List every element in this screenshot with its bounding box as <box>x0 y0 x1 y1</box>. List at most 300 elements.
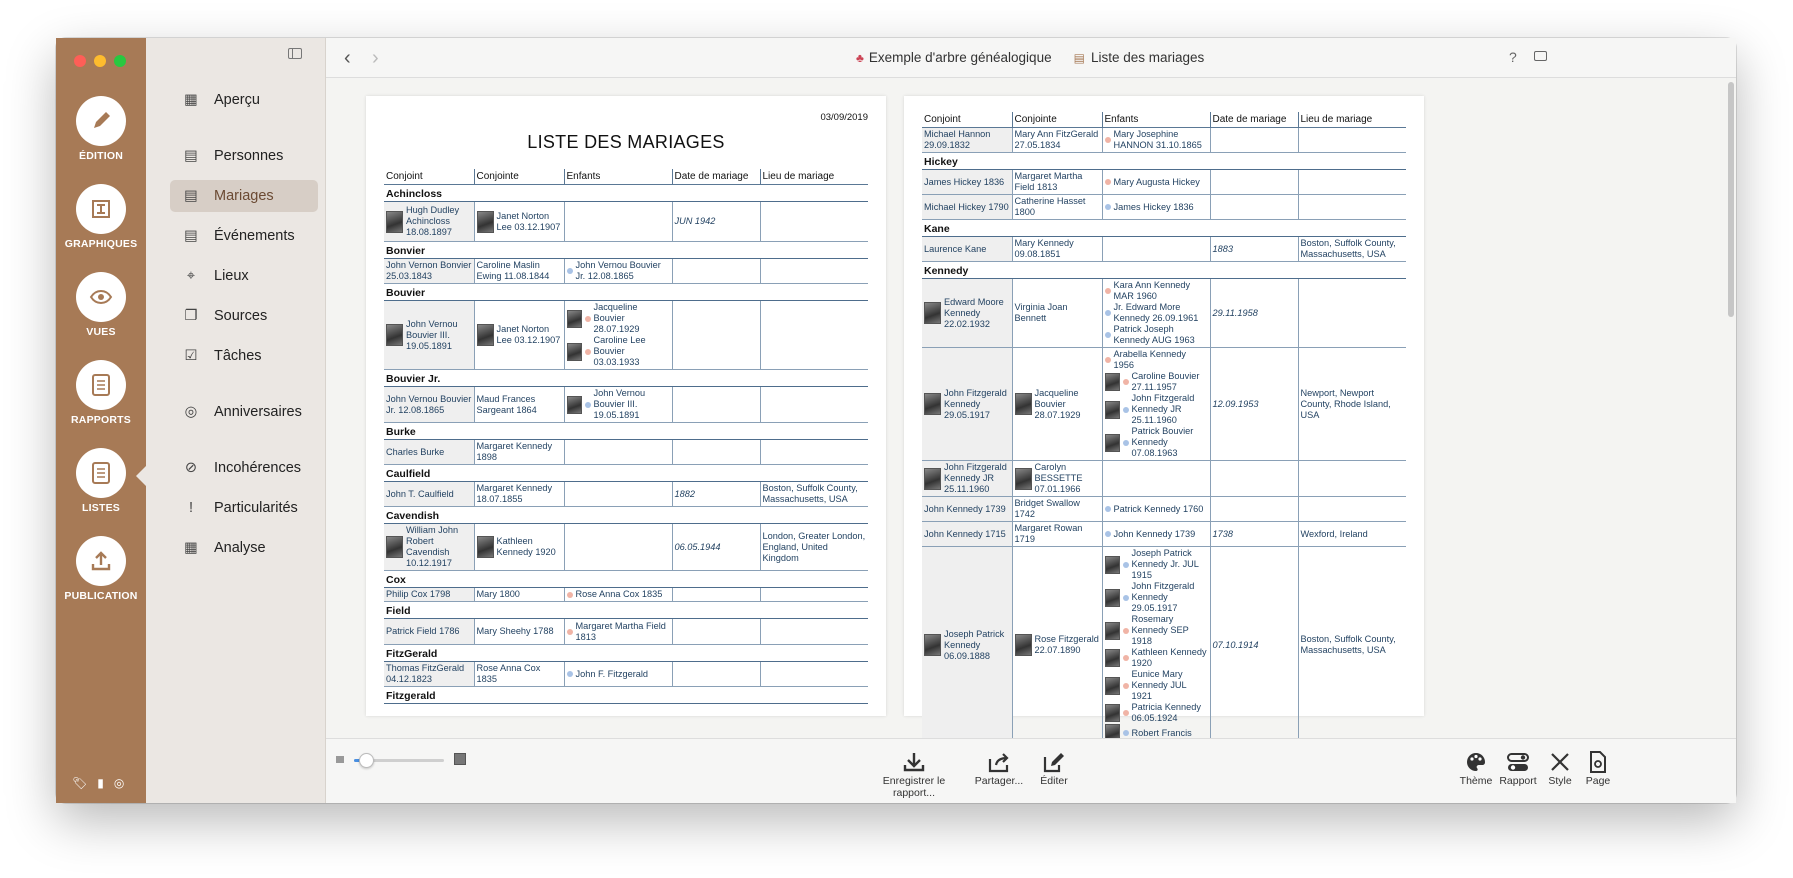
sex-marker-icon <box>1123 379 1129 385</box>
surname-group: Burke <box>384 423 868 440</box>
child-name: Margaret Martha Field 1813 <box>575 620 666 642</box>
sex-marker-icon <box>1123 655 1129 661</box>
sidebar-item-label: Événements <box>214 228 295 244</box>
analysis-icon: ▦ <box>184 540 198 556</box>
wife-cell <box>474 662 564 687</box>
surname-group: Cox <box>384 571 868 588</box>
portrait-photo <box>924 393 941 415</box>
tree-icon: ♣ <box>856 50 864 65</box>
surname-group-row <box>384 284 868 301</box>
rail-graphiques-button[interactable] <box>56 184 146 250</box>
table-row[interactable] <box>922 348 1406 461</box>
children-cell <box>1102 170 1210 195</box>
style-button[interactable]: Style <box>1540 749 1580 787</box>
child-name: Patrick Bouvier Kennedy 07.08.1963 <box>1131 426 1194 458</box>
marriage-place <box>760 259 868 284</box>
children-cell <box>1102 547 1210 744</box>
table-row[interactable] <box>922 547 1406 744</box>
portrait-photo <box>924 302 941 324</box>
surname-group: Bouvier <box>384 284 868 301</box>
children-cell <box>1102 497 1210 522</box>
page-button[interactable]: Page <box>1580 749 1616 787</box>
child-entry[interactable] <box>1105 669 1208 702</box>
marriage-place <box>1298 279 1406 348</box>
surname-group-row <box>384 507 868 524</box>
children-cell <box>1102 195 1210 220</box>
sex-marker-icon <box>585 349 591 355</box>
wife-cell <box>474 387 564 423</box>
sidebar-item-label: Personnes <box>214 148 284 164</box>
report-preview <box>326 78 1736 738</box>
rail-rapports-button[interactable] <box>56 360 146 426</box>
sidebar-item-label: Particularités <box>214 500 298 516</box>
table-row[interactable] <box>922 237 1406 262</box>
child-entry[interactable] <box>1105 177 1208 188</box>
child-entry[interactable] <box>1105 280 1208 302</box>
portrait-photo <box>477 324 494 346</box>
children-cell <box>564 259 672 284</box>
marriage-place: Boston, Suffolk County, Massachusetts, USA <box>1298 547 1406 744</box>
sex-marker-icon <box>1105 288 1111 294</box>
column-header[interactable]: Conjoint <box>922 112 1012 128</box>
rail-label: RAPPORTS <box>71 414 131 426</box>
marriage-date: 07.10.1914 <box>1210 547 1298 744</box>
spouse-cell <box>922 522 1012 547</box>
wife-name: Margaret Rowan 1719 <box>1014 523 1083 544</box>
child-name: John Fitzgerald Kennedy 29.05.1917 <box>1131 581 1195 613</box>
wife-cell <box>474 588 564 602</box>
surname-group-row <box>384 242 868 259</box>
portrait-photo <box>1105 556 1120 574</box>
help-button[interactable]: ? <box>1509 49 1517 65</box>
child-entry[interactable] <box>1105 324 1208 346</box>
particularities-icon: ! <box>188 500 194 516</box>
portrait-photo <box>1105 434 1120 452</box>
marriage-place <box>1298 461 1406 497</box>
sidebar-item-apercu[interactable] <box>170 84 318 116</box>
child-name: Caroline Bouvier 27.11.1957 <box>1131 371 1200 392</box>
surname-group: Kennedy <box>922 262 1406 279</box>
wife-name: Maud Frances Sargeant 1864 <box>476 393 537 415</box>
sidebar-item-label: Mariages <box>214 188 274 204</box>
spouse-name: John Vernon Bonvier 25.03.1843 <box>386 260 472 281</box>
child-name: John Fitzgerald Kennedy JR 25.11.1960 <box>1131 393 1195 425</box>
child-name: Jr. Edward More Kennedy 26.09.1961 <box>1113 302 1199 323</box>
table-row[interactable] <box>922 279 1406 348</box>
child-name: James Hickey 1836 <box>1113 201 1194 212</box>
spouse-name: John Kennedy 1715 <box>924 528 1006 539</box>
sex-marker-icon <box>1105 179 1111 185</box>
zoom-slider-thumb[interactable] <box>359 753 374 768</box>
rail-vues-button[interactable] <box>56 272 146 338</box>
table-row[interactable] <box>922 128 1406 153</box>
wife-name: Jacqueline Bouvier 28.07.1929 <box>1034 387 1081 420</box>
sex-marker-icon <box>1105 137 1111 143</box>
sidebar-item-evenements[interactable] <box>170 220 318 252</box>
active-mode-indicator <box>136 466 146 486</box>
anniversaries-icon: ◎ <box>184 404 198 420</box>
marriage-date: 1883 <box>1210 237 1298 262</box>
child-entry[interactable] <box>1105 647 1208 669</box>
rail-publication-button[interactable] <box>56 536 146 602</box>
persons-icon: ▤ <box>184 148 198 164</box>
rail-label: LISTES <box>82 502 120 514</box>
spouse-cell <box>922 497 1012 522</box>
wife-cell <box>474 440 564 465</box>
rail-label: ÉDITION <box>79 150 123 162</box>
child-entry[interactable] <box>1105 529 1208 540</box>
child-entry[interactable] <box>567 669 670 680</box>
sex-marker-icon <box>1123 628 1129 634</box>
children-cell <box>1102 128 1210 153</box>
wife-name: Mary Kennedy 09.08.1851 <box>1014 238 1074 259</box>
wife-cell <box>474 619 564 645</box>
wife-name: Caroline Maslin Ewing 11.08.1844 <box>476 260 550 281</box>
table-row[interactable] <box>384 440 868 465</box>
child-entry[interactable] <box>1105 393 1208 426</box>
portrait-photo <box>567 343 582 361</box>
wife-name: Rose Fitzgerald 22.07.1890 <box>1034 634 1099 655</box>
children-cell <box>564 440 672 465</box>
child-entry[interactable] <box>1105 504 1208 515</box>
child-name: Rosemary Kennedy SEP 1918 <box>1131 614 1189 646</box>
report-page-1 <box>366 96 886 716</box>
child-entry[interactable] <box>1105 426 1208 459</box>
column-header[interactable]: Conjointe <box>1012 112 1102 128</box>
back-button[interactable]: ‹ <box>344 47 351 69</box>
brush-icon <box>1540 749 1580 775</box>
mode-rail <box>56 38 146 803</box>
window-layout-button[interactable] <box>1534 51 1547 61</box>
wife-cell <box>1012 522 1102 547</box>
sidebar-item-label: Anniversaires <box>214 404 302 420</box>
child-entry[interactable] <box>1105 129 1208 151</box>
table-row[interactable] <box>922 170 1406 195</box>
children-cell <box>1102 237 1210 262</box>
wife-name: Virginia Joan Bennett <box>1014 302 1068 323</box>
sidebar-item-mariages[interactable] <box>170 180 318 212</box>
surname-group: Fitzgerald <box>384 687 868 704</box>
save-report-button[interactable]: Enregistrer le rapport... <box>864 749 964 799</box>
marriage-date <box>1210 170 1298 195</box>
surname-group: FitzGerald <box>384 645 868 662</box>
surname-group: Achincloss <box>384 185 868 202</box>
column-header[interactable]: Enfants <box>564 169 672 185</box>
child-name: John Vernou Bouvier Jr. 12.08.1865 <box>575 260 661 281</box>
wife-name: Carolyn BESSETTE 07.01.1966 <box>1034 462 1083 494</box>
marriages-table-1 <box>384 169 868 704</box>
pencil-icon <box>76 96 126 146</box>
marriage-place <box>760 440 868 465</box>
surname-group: Kane <box>922 220 1406 237</box>
forward-button[interactable]: › <box>372 47 379 69</box>
children-cell <box>1102 522 1210 547</box>
sex-marker-icon <box>567 671 573 677</box>
children-cell <box>564 662 672 687</box>
child-entry[interactable] <box>1105 349 1208 371</box>
marriage-date <box>672 588 760 602</box>
tasks-icon: ☑ <box>184 348 198 364</box>
table-row[interactable] <box>384 662 868 687</box>
places-icon: ⌖ <box>186 268 196 284</box>
inconsistencies-icon: ⊘ <box>184 460 198 476</box>
column-header[interactable]: Conjointe <box>474 169 564 185</box>
sidebar-item-incoherences[interactable] <box>170 452 318 484</box>
marriage-date <box>672 662 760 687</box>
marriage-place <box>760 588 868 602</box>
child-name: Eunice Mary Kennedy JUL 1921 <box>1131 669 1187 701</box>
marriage-place: London, Greater London, England, United Kingdom <box>760 524 868 571</box>
sex-marker-icon <box>1123 730 1129 736</box>
surname-group-row <box>384 185 868 202</box>
portrait-photo <box>386 211 403 233</box>
marriage-date <box>672 619 760 645</box>
column-header[interactable]: Enfants <box>1102 112 1210 128</box>
sidebar-item-label: Analyse <box>214 540 266 556</box>
sex-marker-icon <box>1123 595 1129 601</box>
network-icon[interactable]: ◎ <box>113 776 125 790</box>
zoom-out-icon[interactable] <box>336 756 344 763</box>
rail-listes-button[interactable] <box>56 448 146 514</box>
column-header[interactable]: Lieu de mariage <box>1298 112 1406 128</box>
children-cell <box>564 301 672 370</box>
child-name: Mary Augusta Hickey <box>1113 176 1200 187</box>
table-row[interactable] <box>384 387 868 423</box>
spouse-cell <box>384 524 474 571</box>
marriage-place: Boston, Suffolk County, Massachusetts, USA <box>1298 237 1406 262</box>
sidebar-item-sources[interactable] <box>170 300 318 332</box>
wife-cell <box>474 202 564 242</box>
children-cell <box>564 202 672 242</box>
tag-icon[interactable]: 🏷︎ <box>72 776 88 790</box>
sidebar-item-personnes[interactable] <box>170 140 318 172</box>
sidebar-item-label: Lieux <box>214 268 249 284</box>
child-entry[interactable] <box>1105 202 1208 213</box>
report-icon <box>76 360 126 410</box>
zoom-slider[interactable] <box>354 759 444 762</box>
events-icon: ▤ <box>184 228 198 244</box>
spouse-cell <box>384 662 474 687</box>
list-doc-icon: ▤ <box>1073 50 1085 65</box>
child-name: Joseph Patrick Kennedy Jr. JUL 1915 <box>1131 548 1199 580</box>
edit-button[interactable]: Éditer <box>1032 749 1076 787</box>
marriage-date <box>672 440 760 465</box>
child-entry[interactable] <box>567 388 670 421</box>
wife-cell <box>474 524 564 571</box>
spouse-cell <box>922 461 1012 497</box>
title-bar <box>326 38 1736 78</box>
wife-name: Margaret Kennedy 1898 <box>476 441 553 462</box>
vertical-scrollbar[interactable] <box>1725 78 1736 738</box>
child-entry[interactable] <box>567 621 670 643</box>
report-title: LISTE DES MARIAGES <box>527 132 725 152</box>
spouse-cell <box>384 619 474 645</box>
portrait-photo <box>1105 649 1120 667</box>
marriage-place: Wexford, Ireland <box>1298 522 1406 547</box>
wife-name: Margaret Martha Field 1813 <box>1014 171 1083 192</box>
child-name: Jacqueline Bouvier 28.07.1929 <box>593 302 640 334</box>
portrait-photo <box>477 211 494 233</box>
breadcrumb-list[interactable]: Liste des mariages <box>1090 50 1205 65</box>
wife-cell <box>474 482 564 507</box>
surname-group: Field <box>384 602 868 619</box>
child-entry[interactable] <box>1105 302 1208 324</box>
child-name: Patricia Kennedy 06.05.1924 <box>1131 702 1201 723</box>
spouse-cell <box>922 170 1012 195</box>
marriages-icon: ▤ <box>184 188 198 204</box>
theme-button[interactable]: Thème <box>1456 749 1496 787</box>
wife-cell <box>1012 237 1102 262</box>
sidebar-item-anniversaires[interactable] <box>170 396 318 428</box>
spouse-name: John Fitzgerald Kennedy JR 25.11.1960 <box>944 462 1007 494</box>
surname-group-row <box>384 370 868 387</box>
spouse-name: Patrick Field 1786 <box>386 626 460 636</box>
sex-marker-icon <box>1105 506 1111 512</box>
marriage-place <box>760 619 868 645</box>
column-header[interactable]: Date de mariage <box>672 169 760 185</box>
portrait-photo <box>1105 589 1120 607</box>
sex-marker-icon <box>1123 440 1129 446</box>
child-entry[interactable] <box>1105 614 1208 647</box>
marriage-date: 1738 <box>1210 522 1298 547</box>
children-cell <box>564 387 672 423</box>
rail-label: GRAPHIQUES <box>64 238 138 250</box>
table-row[interactable] <box>922 195 1406 220</box>
surname-group-row <box>922 220 1406 237</box>
breadcrumb-tree[interactable]: Exemple d'arbre généalogique <box>868 50 1052 65</box>
table-row[interactable] <box>922 522 1406 547</box>
surname-group: Cavendish <box>384 507 868 524</box>
child-name: Patrick Joseph Kennedy AUG 1963 <box>1113 324 1195 345</box>
spouse-name: Hugh Dudley Achincloss 18.08.1897 <box>406 205 460 237</box>
minimize-window-button[interactable] <box>94 55 106 67</box>
column-header[interactable]: Date de mariage <box>1210 112 1298 128</box>
sex-marker-icon <box>585 316 591 322</box>
table-row[interactable] <box>384 588 868 602</box>
upload-icon <box>76 536 126 586</box>
sex-marker-icon <box>1105 310 1111 316</box>
spouse-name: Laurence Kane <box>924 243 987 254</box>
surname-group-row <box>384 602 868 619</box>
share-icon <box>971 749 1027 775</box>
child-name: John F. Fitzgerald <box>575 668 649 679</box>
spouse-name: Edward Moore Kennedy 22.02.1932 <box>944 296 1004 329</box>
toggle-sidebar-button[interactable] <box>288 48 302 59</box>
close-window-button[interactable] <box>74 55 86 67</box>
table-row[interactable] <box>384 482 868 507</box>
spouse-name: Michael Hannon 29.09.1832 <box>924 129 991 150</box>
child-entry[interactable] <box>567 302 670 335</box>
table-row[interactable] <box>384 202 868 242</box>
portrait-photo <box>1015 468 1032 490</box>
column-header[interactable]: Conjoint <box>384 169 474 185</box>
surname-group: Hickey <box>922 153 1406 170</box>
report-settings-button[interactable]: Rapport <box>1496 749 1540 787</box>
sidebar-item-particularites[interactable] <box>170 492 318 524</box>
marriage-place <box>760 202 868 242</box>
child-name: Patrick Kennedy 1760 <box>1113 503 1204 514</box>
spouse-name: William John Robert Cavendish 10.12.1917 <box>406 525 459 568</box>
sex-marker-icon <box>1105 357 1111 363</box>
marriage-date: 12.09.1953 <box>1210 348 1298 461</box>
table-row[interactable] <box>922 497 1406 522</box>
child-entry[interactable] <box>1105 702 1208 724</box>
marriage-place <box>1298 128 1406 153</box>
sex-marker-icon <box>1105 332 1111 338</box>
marriage-date <box>672 387 760 423</box>
spouse-cell <box>922 547 1012 744</box>
rail-édition-button[interactable] <box>56 96 146 162</box>
report-page-2 <box>904 96 1424 738</box>
marriage-date <box>1210 195 1298 220</box>
zoom-in-icon[interactable] <box>454 753 466 765</box>
palette-icon <box>1456 749 1496 775</box>
child-name: John Kennedy 1739 <box>1113 528 1196 539</box>
spouse-name: James Hickey 1836 <box>924 176 1005 187</box>
surname-group: Bonvier <box>384 242 868 259</box>
chart-icon <box>76 184 126 234</box>
child-entry[interactable] <box>567 260 670 282</box>
child-entry[interactable] <box>1105 548 1208 581</box>
child-name: Caroline Lee Bouvier 03.03.1933 <box>593 335 646 367</box>
child-entry[interactable] <box>1105 581 1208 614</box>
portrait-photo <box>1105 373 1120 391</box>
sidebar-item-lieux[interactable] <box>170 260 318 292</box>
children-cell <box>564 482 672 507</box>
table-row[interactable] <box>384 301 868 370</box>
portrait-photo <box>567 310 582 328</box>
spouse-name: John Kennedy 1739 <box>924 503 1006 514</box>
portrait-photo <box>386 324 403 346</box>
sidebar-item-analyse[interactable] <box>170 532 318 564</box>
table-row[interactable] <box>384 524 868 571</box>
bookmark-icon[interactable]: ▮ <box>97 776 104 790</box>
wife-name: Mary Sheehy 1788 <box>476 626 554 636</box>
children-cell <box>1102 279 1210 348</box>
wife-cell <box>474 259 564 284</box>
rail-label: VUES <box>86 326 116 338</box>
spouse-name: Philip Cox 1798 <box>386 589 451 599</box>
spouse-cell <box>384 588 474 602</box>
marriage-place <box>760 662 868 687</box>
spouse-cell <box>384 301 474 370</box>
child-entry[interactable] <box>567 335 670 368</box>
wife-name: Mary Ann FitzGerald 27.05.1834 <box>1014 129 1099 150</box>
table-row[interactable] <box>384 619 868 645</box>
toggles-icon <box>1496 749 1540 775</box>
wife-name: Catherine Hasset 1800 <box>1014 196 1086 217</box>
child-entry[interactable] <box>1105 371 1208 393</box>
sidebar-item-taches[interactable] <box>170 340 318 372</box>
share-button[interactable]: Partager... <box>971 749 1027 787</box>
surname-group-row <box>384 645 868 662</box>
spouse-name: John Vernou Bouvier Jr. 12.08.1865 <box>386 393 472 415</box>
eye-icon <box>76 272 126 322</box>
sidebar-item-label: Incohérences <box>214 460 302 476</box>
marriage-place <box>1298 170 1406 195</box>
list-icon <box>76 448 126 498</box>
column-header[interactable]: Lieu de mariage <box>760 169 868 185</box>
child-name: Mary Josephine HANNON 31.10.1865 <box>1113 129 1202 150</box>
portrait-photo <box>477 536 494 558</box>
marriage-date <box>672 259 760 284</box>
zoom-window-button[interactable] <box>114 55 126 67</box>
table-row[interactable] <box>384 259 868 284</box>
child-entry[interactable] <box>567 589 670 600</box>
surname-group-row <box>384 571 868 588</box>
spouse-name: John T. Caulfield <box>386 488 454 499</box>
table-row[interactable] <box>922 461 1406 497</box>
